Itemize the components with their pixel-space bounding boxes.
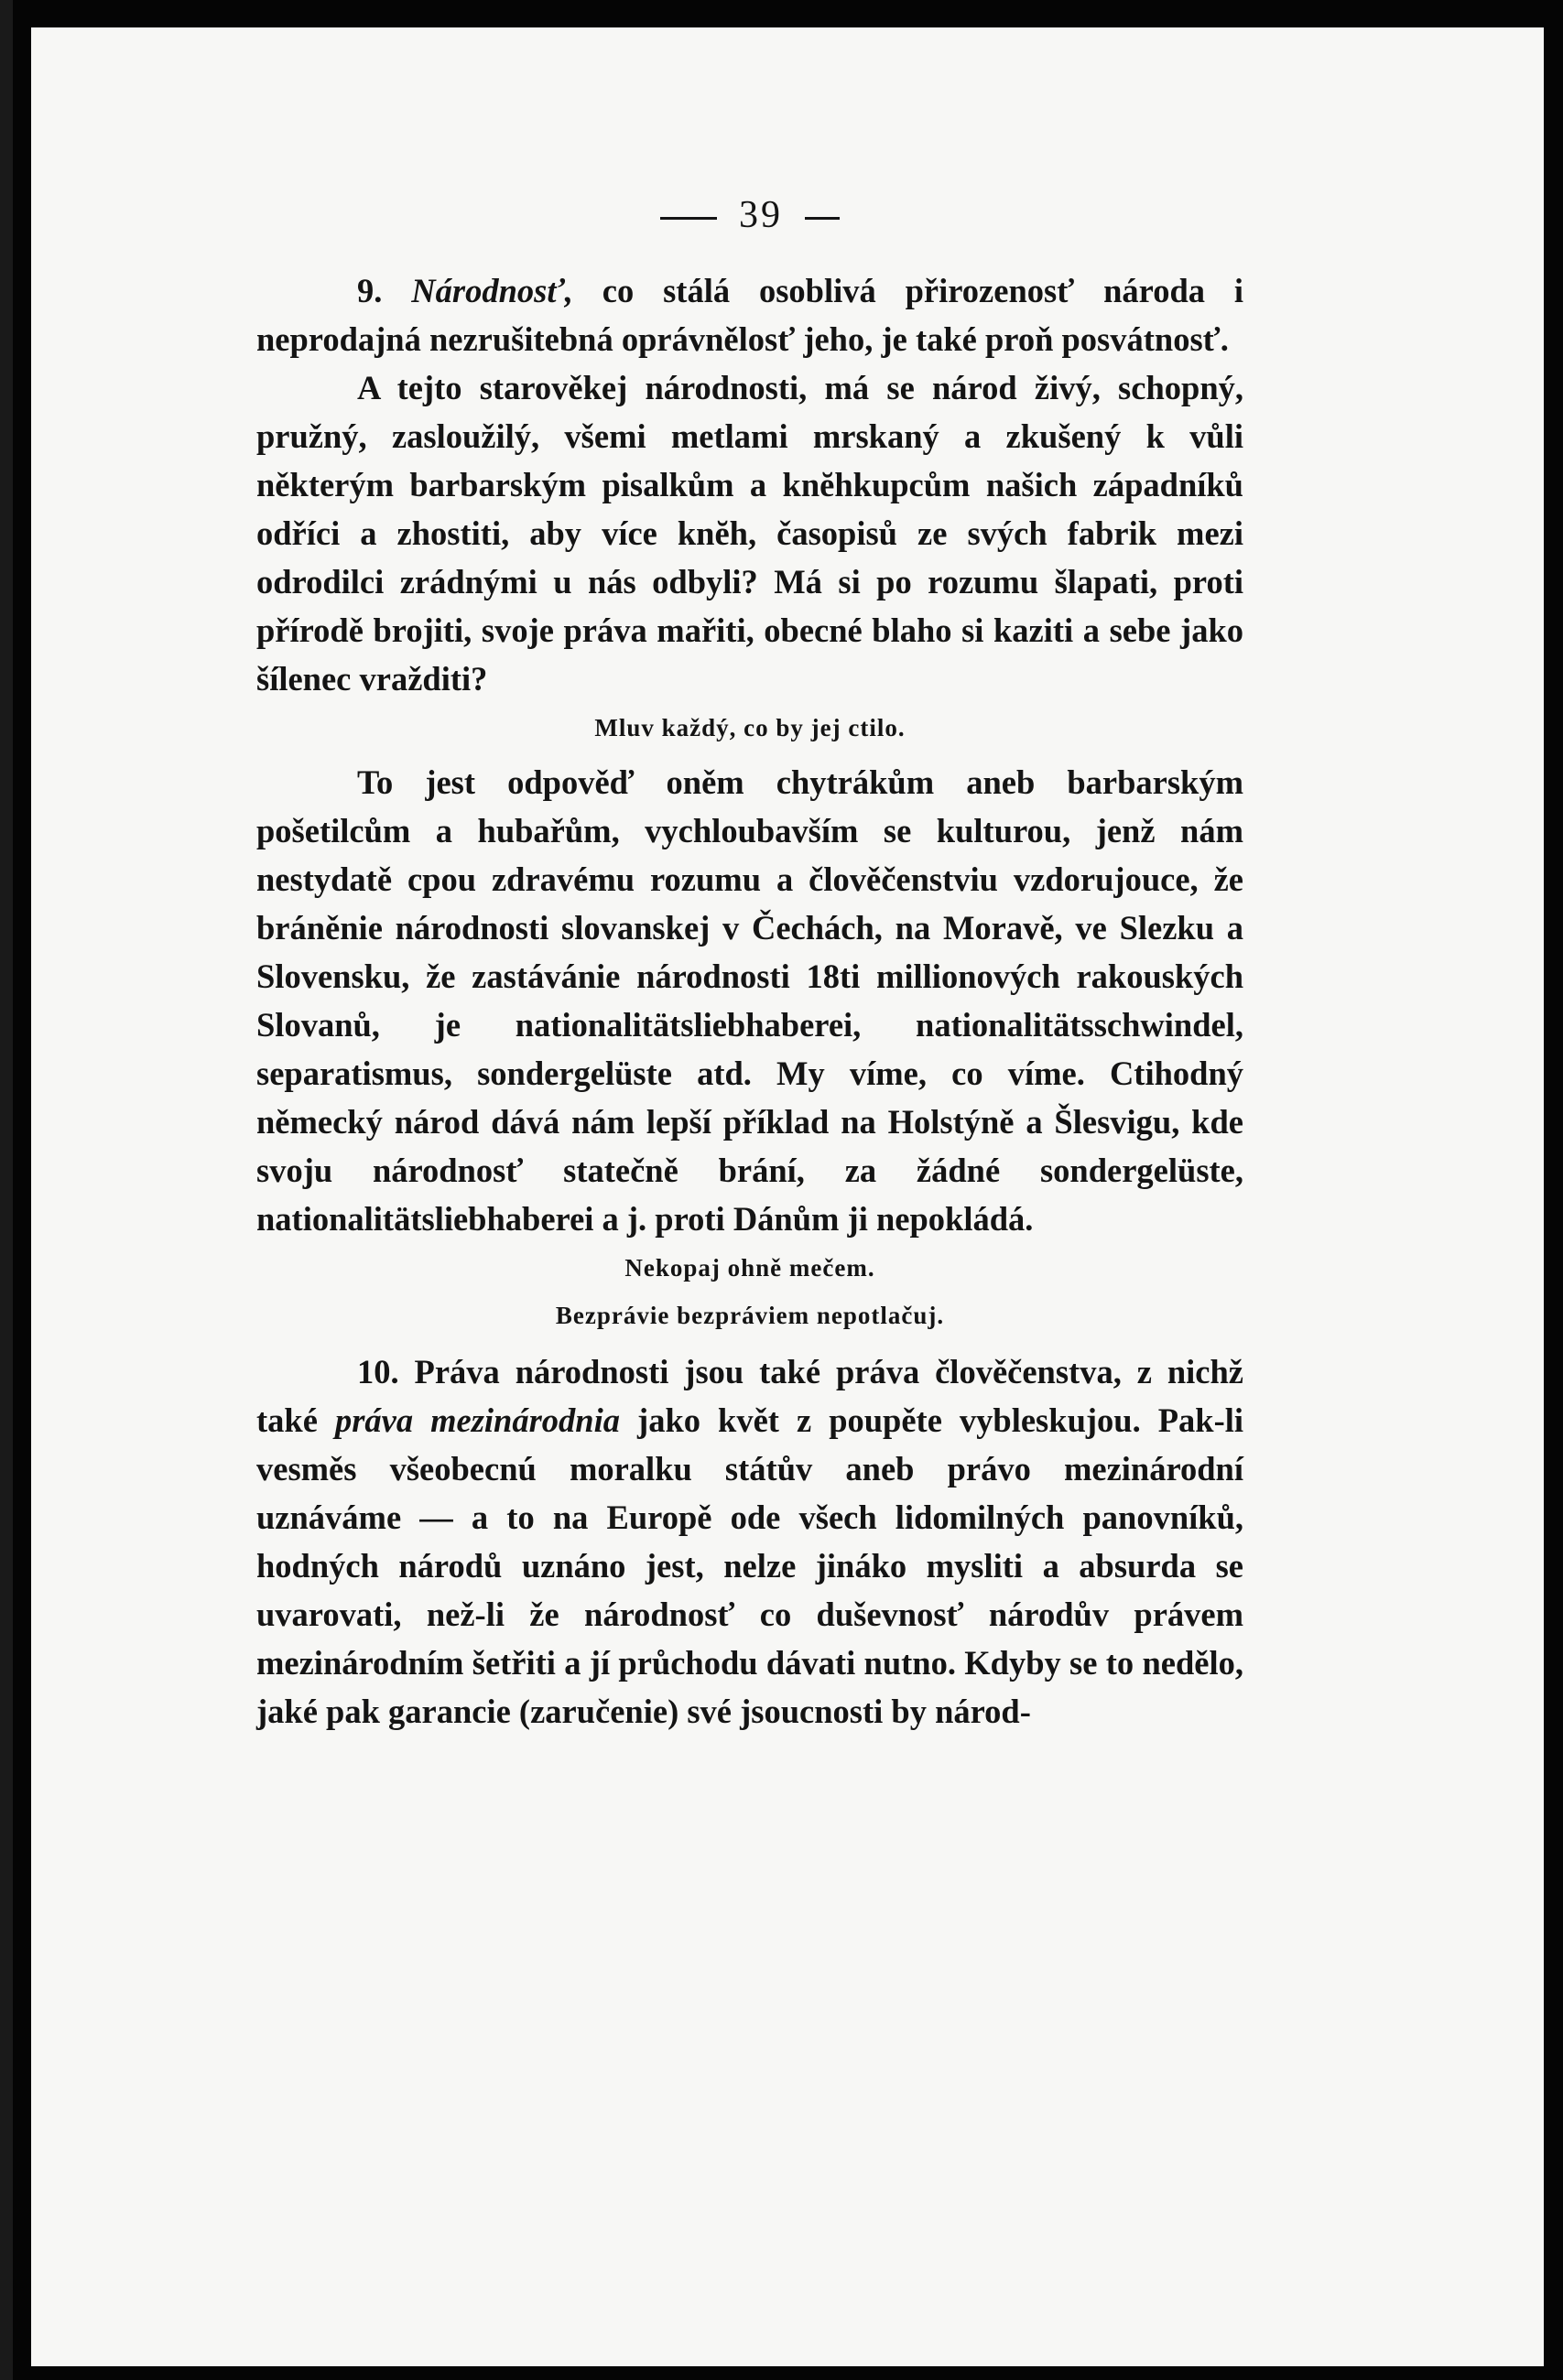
section-10-rest: jako květ z poupěte vybleskujou. Pak-li vesměs všeobecnú moralku státův aneb právo mezinárodní uznáváme — a to na Europě ode všech lidomilných panovníků, hodných národů uznáno jest, nelze jináko mysliti a absurda se uvarovati, než-li že národnosť co duševnosť národův právem mezinárodním šetřiti a jí průchodu dávati nutno. Kdyby se to nedělo, jaké pak garancie (zaručenie) své jsoucnosti by národ- [256, 1401, 1244, 1730]
section-9-term: Národnosť, [411, 272, 573, 309]
section-9-paragraph-2: A tejto starověkej národnosti, má se národ živý, schopný, pružný, zasloužilý, všemi metlami mrskaný a zkušený k vůli některým barbarským pisalkům a knĕhkupcům našich západníků odříci a zhostiti, aby více knĕh, časopisů ze svých fabrik mezi odrodilci zrádnými u nás odbyli? Má si po rozumu šlapati, proti přírodě brojiti, svoje práva mařiti, obecné blaho si kaziti a sebe jako šílenec vražditi? [256, 369, 1243, 698]
section-10-number: 10. [357, 1353, 399, 1390]
page-number-line [256, 188, 1243, 243]
section-10-lead: Práva národnosti jsou také práva člověčenstva, z nichž také [256, 1353, 1243, 1439]
section-9-number: 9. [357, 272, 383, 309]
scan-edge-strip [0, 0, 13, 2380]
section-9-paragraph-1 [256, 266, 1243, 363]
page-number-dash-right [805, 217, 840, 220]
section-10-emphasis: práva mezinárodnia [334, 1401, 621, 1439]
section-9-paragraph-3: To jest odpověď oněm chytrákům aneb barbarským pošetilcům a hubařům, vychloubavším se kulturou, jenž nám nestydatě cpou zdravému rozumu a člověčenstviu vzdorujouce, že bráněnie národnosti slovanskej v Čechách, na Moravě, ve Slezku a Slovensku, že zastávánie národnosti 18ti millionových rakouských Slovanů, je nationalitätsliebhaberei, nationalitätsschwindel, separatismus, sondergelüste atd. My víme, co víme. Ctihodný německý národ dává nám lepší příklad na Holstýně a Šlesvigu, kde svoju národnosť statečně brání, za žádné sondergelüste, nationalitätsliebhaberei a j. proti Dánům ji nepokládá. [256, 763, 1243, 1238]
page-text-block [256, 188, 1243, 1736]
motto-mluv: Mluv každý, co by jej ctilo. [594, 714, 906, 741]
motto-bezpravie: Bezprávie bezpráviem nepotlačuj. [555, 1302, 945, 1329]
page-number: 39 [739, 194, 783, 236]
motto-nekopaj: Nekopaj ohně mečem. [624, 1254, 875, 1282]
section-10-paragraph [256, 1347, 1243, 1736]
section-9-intro: co stálá osoblivá přirozenosť národa i neprodajná nezrušitebná oprávnělosť jeho, je také proň posvátnosť. [256, 272, 1244, 358]
page-number-dash-left [660, 217, 717, 220]
